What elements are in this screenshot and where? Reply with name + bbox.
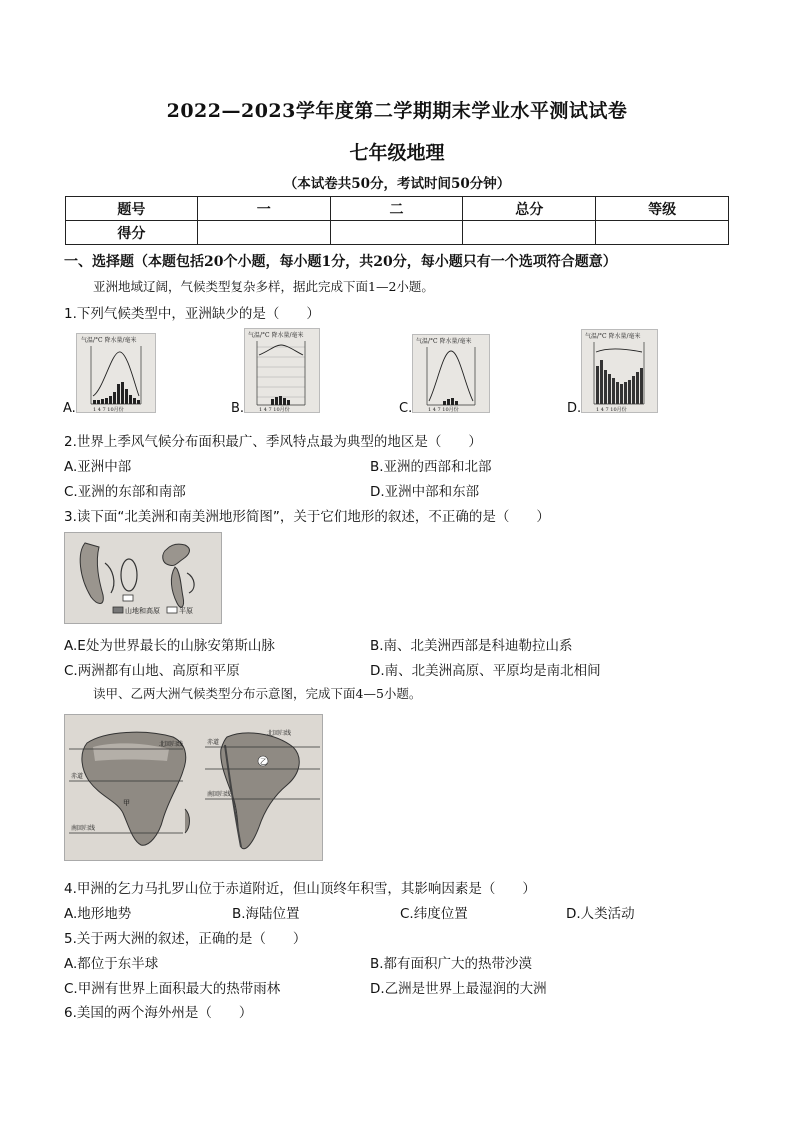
question-5-stem: 5.关于两大洲的叙述，正确的是（ ） <box>64 931 307 947</box>
continents-climate-map <box>64 714 323 861</box>
table-header-cell: 一 <box>197 197 330 221</box>
question-4-option-d[interactable]: D.人类活动 <box>566 906 635 922</box>
option-b-label[interactable]: B. <box>231 401 245 416</box>
chart-months: 1 4 7 10月份 <box>259 407 290 412</box>
legend-plain-label: 平原 <box>179 607 193 615</box>
score-cell[interactable] <box>463 221 596 245</box>
climate-graph <box>77 334 155 412</box>
chart-header: 气温/°C 降水量/毫米 <box>248 332 304 339</box>
legend-mountain-label: 山地和高原 <box>125 607 160 615</box>
table-row <box>66 197 729 221</box>
score-cell[interactable] <box>197 221 330 245</box>
terrain-map-graphic <box>65 533 222 624</box>
map-label-yi: 乙 <box>260 758 267 766</box>
chart-months: 1 4 7 10月份 <box>596 407 627 412</box>
table-header-cell: 总分 <box>463 197 596 221</box>
map-label-tropic-capricorn: 南回归线 <box>71 825 96 832</box>
climate-graph <box>413 335 489 412</box>
map-label-tropic-cancer: 北回归线 <box>159 741 184 748</box>
question-4-stem: 4.甲洲的乞力马扎罗山位于赤道附近，但山顶终年积雪，其影响因素是（ ） <box>64 881 536 897</box>
climate-chart-c <box>412 334 490 413</box>
question-3-option-d[interactable]: D.南、北美洲高原、平原均是南北相间 <box>370 663 601 679</box>
chart-months: 1 4 7 10月份 <box>93 407 124 412</box>
question-4-option-a[interactable]: A.地形地势 <box>64 906 132 922</box>
table-row-label: 得分 <box>66 221 198 245</box>
score-table <box>65 196 729 245</box>
question-5-option-b[interactable]: B.都有面积广大的热带沙漠 <box>370 956 533 972</box>
question-6-stem: 6.美国的两个海外州是（ ） <box>64 1005 253 1021</box>
intro-text: 亚洲地域辽阔，气候类型复杂多样，据此完成下面1—2小题。 <box>93 279 434 294</box>
question-5-option-a[interactable]: A.都位于东半球 <box>64 956 159 972</box>
climate-chart-a <box>76 333 156 413</box>
exam-note: （本试卷共50分，考试时间50分钟） <box>283 176 511 192</box>
map-label-equator: 赤道 <box>71 773 84 780</box>
table-header-cell: 二 <box>330 197 463 221</box>
score-cell[interactable] <box>596 221 729 245</box>
question-2-option-a[interactable]: A.亚洲中部 <box>64 459 132 475</box>
question-1-stem: 1.下列气候类型中，亚洲缺少的是（ ） <box>64 306 320 322</box>
table-row <box>66 221 729 245</box>
climate-graph <box>245 329 319 412</box>
question-2-option-b[interactable]: B.亚洲的西部和北部 <box>370 459 492 475</box>
section-heading: 一、选择题（本题包括20个小题，每小题1分，共20分，每小题只有一个选项符合题意） <box>64 254 617 270</box>
map-label-jia: 甲 <box>123 799 130 807</box>
question-3-option-a[interactable]: A.E处为世界最长的山脉安第斯山脉 <box>64 638 275 654</box>
question-2-option-d[interactable]: D.亚洲中部和东部 <box>370 484 480 500</box>
intro-text: 读甲、乙两大洲气候类型分布示意图，完成下面4—5小题。 <box>93 686 422 701</box>
map-label-tropic-cancer-2: 北回归线 <box>267 730 292 737</box>
table-header-cell: 题号 <box>66 197 198 221</box>
exam-subtitle: 七年级地理 <box>349 142 445 164</box>
question-2-stem: 2.世界上季风气候分布面积最广、季风特点最为典型的地区是（ ） <box>64 434 482 450</box>
climate-chart-d <box>581 329 658 413</box>
map-label-tropic-capricorn-2: 南回归线 <box>207 791 232 798</box>
question-4-option-b[interactable]: B.海陆位置 <box>232 906 300 922</box>
climate-graph <box>582 330 657 412</box>
exam-title: 2022—2023学年度第二学期期末学业水平测试试卷 <box>166 100 628 122</box>
question-5-option-c[interactable]: C.甲洲有世界上面积最大的热带雨林 <box>64 981 281 997</box>
question-3-option-b[interactable]: B.南、北美洲西部是科迪勒拉山系 <box>370 638 573 654</box>
question-3-option-c[interactable]: C.两洲都有山地、高原和平原 <box>64 663 240 679</box>
americas-terrain-map <box>64 532 222 624</box>
chart-header: 气温/°C 降水量/毫米 <box>81 337 137 344</box>
question-2-option-c[interactable]: C.亚洲的东部和南部 <box>64 484 186 500</box>
question-4-option-c[interactable]: C.纬度位置 <box>400 906 468 922</box>
chart-header: 气温/°C 降水量/毫米 <box>416 338 472 345</box>
question-3-stem: 3.读下面“北美洲和南美洲地形简图”，关于它们地形的叙述，不正确的是（ ） <box>64 509 550 525</box>
option-d-label[interactable]: D. <box>567 401 582 416</box>
table-header-cell: 等级 <box>596 197 729 221</box>
chart-header: 气温/°C 降水量/毫米 <box>585 333 641 340</box>
option-c-label[interactable]: C. <box>399 401 413 416</box>
question-5-option-d[interactable]: D.乙洲是世界上最湿润的大洲 <box>370 981 547 997</box>
continents-map-graphic <box>65 715 323 861</box>
climate-chart-b <box>244 328 320 413</box>
map-label-equator-2: 赤道 <box>207 739 220 746</box>
chart-months: 1 4 7 10月份 <box>428 407 459 412</box>
score-cell[interactable] <box>330 221 463 245</box>
option-a-label[interactable]: A. <box>63 401 76 416</box>
